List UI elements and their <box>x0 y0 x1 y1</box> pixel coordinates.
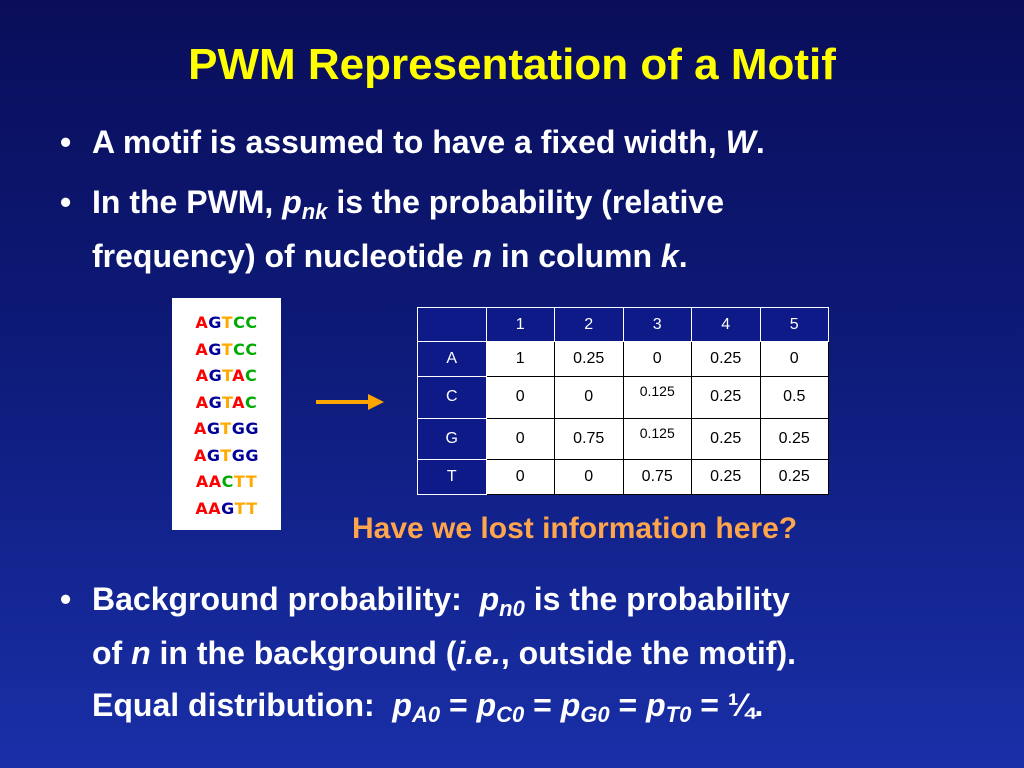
subscript-t0: T0 <box>665 702 692 727</box>
equals-sign: = <box>448 687 468 723</box>
sequence-line <box>172 469 281 496</box>
var-p: p <box>476 687 497 723</box>
table-cell: 0.25 <box>555 342 624 376</box>
bullet-text: in column <box>500 238 653 274</box>
bullet-text: Background probability: <box>92 581 462 617</box>
nucleotide: G <box>231 445 246 465</box>
table-row <box>418 418 829 460</box>
subscript-g0: G0 <box>580 702 610 727</box>
table-cell: 0.75 <box>555 418 624 460</box>
bullet-text: frequency) of nucleotide <box>92 238 464 274</box>
row-header: G <box>418 418 487 460</box>
sequence-alignment-box <box>172 298 281 530</box>
bullet-dot: • <box>60 124 72 160</box>
var-n: n <box>472 238 493 274</box>
var-p: p <box>282 184 302 220</box>
nucleotide: G <box>208 313 222 332</box>
pwm-table <box>417 307 829 495</box>
bullet-text: is the probability <box>533 581 790 617</box>
nucleotide: A <box>195 472 209 491</box>
bullet-dot: • <box>60 184 72 220</box>
subscript-a0: A0 <box>411 702 441 727</box>
var-ie: i.e. <box>456 635 501 671</box>
table-header-row <box>418 308 829 342</box>
nucleotide: T <box>233 472 246 491</box>
subscript-nk: nk <box>301 199 328 224</box>
nucleotide: A <box>208 472 222 491</box>
table-cell: 0.5 <box>760 376 829 418</box>
nucleotide: G <box>231 419 246 438</box>
nucleotide: C <box>245 392 258 412</box>
nucleotide: T <box>221 366 233 385</box>
sequence-line <box>172 416 281 443</box>
table-cell: 0.25 <box>692 418 761 460</box>
nucleotide: G <box>208 339 222 359</box>
nucleotide: G <box>206 445 221 465</box>
bullet-dot: • <box>60 581 72 617</box>
period: . <box>754 687 764 723</box>
subscript-n0: n0 <box>499 596 525 621</box>
nucleotide: A <box>195 366 209 385</box>
sequence-line <box>172 390 281 417</box>
nucleotide: C <box>233 313 246 332</box>
table-cell: 0 <box>555 376 624 418</box>
nucleotide: T <box>221 392 233 412</box>
row-header: C <box>418 376 487 418</box>
table-row <box>418 460 829 495</box>
nucleotide: C <box>245 339 258 359</box>
nucleotide: C <box>221 472 234 491</box>
equals-sign: = <box>533 687 552 723</box>
table-cell: 0 <box>623 342 692 376</box>
table-cell: 0 <box>555 460 624 495</box>
bullet-text: is the probability (relative <box>336 184 724 220</box>
equal-distribution-line <box>92 683 763 737</box>
column-header: 1 <box>486 308 555 342</box>
nucleotide: T <box>221 339 234 359</box>
sequence-line <box>172 310 281 337</box>
nucleotide: A <box>195 498 209 518</box>
var-n: n <box>131 635 151 671</box>
period: . <box>755 124 765 160</box>
nucleotide: A <box>232 366 246 385</box>
row-header: T <box>418 460 487 495</box>
nucleotide: G <box>245 445 259 465</box>
nucleotide: T <box>221 313 234 332</box>
sequence-line <box>172 496 281 523</box>
var-p: p <box>392 687 412 723</box>
table-cell: 0 <box>486 376 555 418</box>
table-cell: 0.125 <box>623 418 692 460</box>
column-header: 5 <box>760 308 829 342</box>
nucleotide: G <box>208 366 222 385</box>
bullet-text: of <box>92 635 123 671</box>
column-header: 2 <box>555 308 624 342</box>
table-cell: 0 <box>486 418 555 460</box>
nucleotide: A <box>208 498 222 518</box>
bullet-text: In the PWM, <box>92 184 274 220</box>
equals-sign: = <box>618 687 638 723</box>
column-header: 4 <box>692 308 761 342</box>
column-header: 3 <box>623 308 692 342</box>
nucleotide: T <box>234 498 247 518</box>
table-cell: 0.25 <box>760 418 829 460</box>
nucleotide: A <box>195 392 209 412</box>
table-cell: 0 <box>760 342 829 376</box>
nucleotide: C <box>245 366 258 385</box>
nucleotide: T <box>246 498 258 518</box>
table-cell: 1 <box>486 342 555 376</box>
one-quarter: ¼ <box>727 687 755 723</box>
table-cell: 0.125 <box>623 376 692 418</box>
table-row <box>418 342 829 376</box>
nucleotide: T <box>220 445 232 465</box>
period: . <box>678 238 688 274</box>
table-cell: 0.75 <box>623 460 692 495</box>
equals-sign: = <box>700 687 719 723</box>
sequence-line <box>172 363 281 390</box>
nucleotide: G <box>221 498 235 518</box>
table-cell: 0 <box>486 460 555 495</box>
table-cell: 0.25 <box>692 460 761 495</box>
nucleotide: C <box>233 339 246 359</box>
var-w: W <box>725 124 756 160</box>
table-cell: 0.25 <box>692 376 761 418</box>
right-arrow-icon <box>314 392 386 412</box>
bullet-text: in the background ( <box>159 635 457 671</box>
bullet-text: A motif is assumed to have a fixed width, <box>92 124 717 160</box>
equal-distribution-label: Equal distribution: <box>92 687 375 723</box>
sequence-line <box>172 443 281 470</box>
var-p: p <box>560 687 581 723</box>
row-header: A <box>418 342 487 376</box>
nucleotide: A <box>232 392 246 412</box>
question-text: Have we lost information here? <box>352 512 798 545</box>
var-k: k <box>660 238 679 274</box>
nucleotide: A <box>194 445 207 465</box>
nucleotide: T <box>245 472 258 491</box>
table-corner-cell <box>418 308 487 342</box>
table-cell: 0.25 <box>692 342 761 376</box>
subscript-c0: C0 <box>496 702 525 727</box>
nucleotide: G <box>208 392 222 412</box>
nucleotide: A <box>194 419 207 438</box>
table-row <box>418 376 829 418</box>
nucleotide: G <box>206 419 221 438</box>
nucleotide: G <box>245 419 259 438</box>
table-cell: 0.25 <box>760 460 829 495</box>
slide-title: PWM Representation of a Motif <box>188 40 836 89</box>
nucleotide: A <box>195 339 209 359</box>
bullet-text: , outside the motif). <box>500 635 796 671</box>
var-p: p <box>646 687 666 723</box>
nucleotide: T <box>220 419 232 438</box>
nucleotide: A <box>195 313 209 332</box>
nucleotide: C <box>245 313 258 332</box>
var-p: p <box>479 581 500 617</box>
sequence-line <box>172 337 281 364</box>
